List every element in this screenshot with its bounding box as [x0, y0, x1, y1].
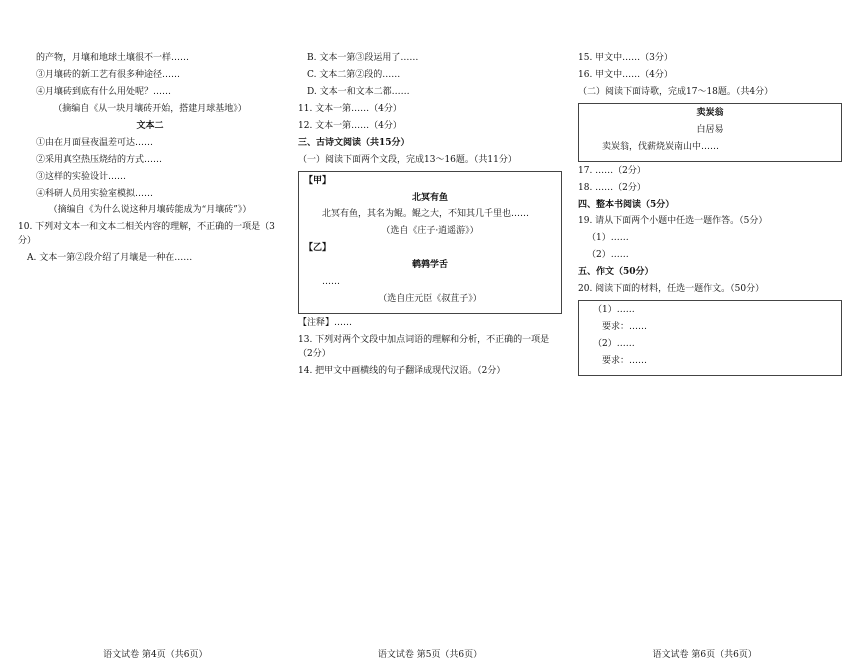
poem-text: 卖炭翁，伐薪烧炭南山中……	[602, 141, 720, 152]
poem-box	[578, 103, 842, 162]
source-note: （选自《庄子·逍遥游》）	[381, 226, 479, 237]
paragraph: ④月壤砖到底有什么用处呢？……	[36, 86, 172, 97]
source-note: （摘编自《为什么说这种月壤砖能成为“月壤砖”》）	[48, 205, 252, 216]
passage-text: 北冥有鱼，其名为鲲。鲲之大，不知其几千里也……	[322, 209, 530, 220]
requirement: 要求：……	[602, 355, 648, 366]
section-heading: 三、古诗文阅读（共15分）	[298, 137, 410, 148]
page-footer	[18, 647, 842, 660]
option: A. 文本一第②段介绍了月壤是一种在……	[27, 253, 193, 264]
question: 16. 甲文中……（4分）	[578, 69, 673, 80]
column-page-4	[18, 52, 282, 632]
column-page-5	[298, 52, 562, 632]
question: 13. 下列对两个文段中加点词语的理解和分析，不正确的一项是（2分）	[298, 335, 550, 359]
subsection-heading: （一）阅读下面两个文段，完成13～16题。（共11分）	[298, 154, 517, 165]
passage-title: 鹌鹑学舌	[411, 260, 448, 271]
section-heading: 四、整本书阅读（5分）	[578, 199, 675, 210]
footer-page-6: 语文试卷 第6页（共6页）	[652, 650, 757, 660]
option: （2）……	[593, 339, 635, 349]
option: （2）……	[587, 250, 629, 261]
question: 11. 文本一第……（4分）	[298, 103, 402, 114]
subsection-heading: （二）阅读下面诗歌，完成17～18题。（共4分）	[578, 86, 774, 97]
option: B. 文本一第③段运用了……	[307, 53, 419, 63]
question: 15. 甲文中……（3分）	[578, 53, 673, 63]
source-note: （选自庄元臣《叔苴子》）	[378, 294, 482, 305]
option: （1）……	[593, 305, 635, 316]
footer-page-4: 语文试卷 第4页（共6页）	[103, 650, 208, 660]
annotation: 【注释】……	[298, 318, 353, 329]
passage-box	[298, 171, 562, 315]
option: C. 文本二第②段的……	[307, 69, 401, 80]
option: D. 文本一和文本二都……	[307, 86, 410, 97]
question: 20. 阅读下面的材料，任选一题作文。（50分）	[578, 284, 765, 295]
passage-title: 北冥有鱼	[411, 192, 448, 203]
paragraph: ③这样的实验设计……	[36, 171, 127, 182]
question: 10. 下列对文本一和文本二相关内容的理解，不正确的一项是（3分）	[18, 222, 275, 247]
paragraph: 的产物，月壤和地球土壤很不一样……	[36, 53, 190, 63]
section-title: 文本二	[136, 120, 164, 131]
page-columns	[18, 52, 842, 632]
question: 12. 文本一第……（4分）	[298, 120, 402, 131]
requirement: 要求：……	[602, 322, 648, 333]
question: 18. ……（2分）	[578, 182, 646, 193]
passage-label: 【甲】	[304, 175, 332, 186]
question: 17. ……（2分）	[578, 165, 646, 176]
question: 19. 请从下面两个小题中任选一题作答。（5分）	[578, 216, 768, 227]
option: （1）……	[587, 233, 629, 244]
poem-title: 卖炭翁	[696, 107, 724, 118]
poem-author: 白居易	[696, 124, 724, 135]
column-page-6	[578, 52, 842, 632]
footer-page-5: 语文试卷 第5页（共6页）	[377, 650, 483, 660]
question: 14. 把甲文中画横线的句子翻译成现代汉语。（2分）	[298, 365, 506, 376]
paragraph: ③月壤砖的新工艺有很多种途径……	[36, 69, 181, 80]
source-note: （摘编自《从一块月壤砖开始，搭建月球基地》）	[53, 103, 247, 114]
section-heading: 五、作文（50分）	[578, 267, 654, 278]
passage-label: 【乙】	[304, 243, 332, 254]
paragraph: ②采用真空热压烧结的方式……	[36, 154, 163, 165]
paragraph: ①由在月面昼夜温差可达……	[36, 137, 154, 148]
paragraph: ④科研人员用实验室模拟……	[36, 188, 154, 199]
passage-text: ……	[322, 277, 340, 288]
essay-prompt-box	[578, 300, 842, 376]
